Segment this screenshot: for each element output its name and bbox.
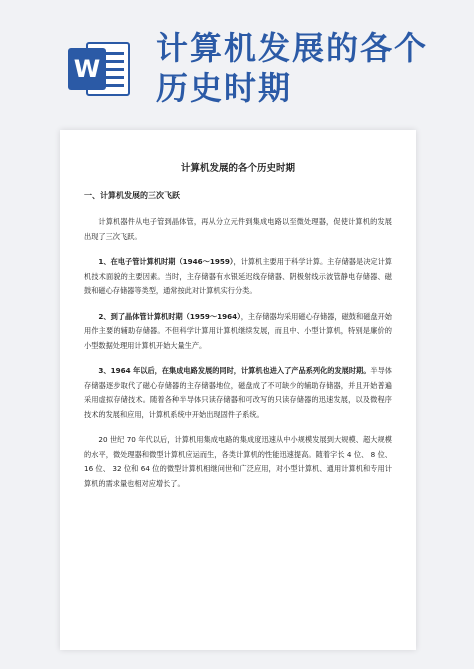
banner-title-line1: 计算机发展的各个 bbox=[156, 29, 429, 67]
banner-title bbox=[156, 28, 456, 108]
paragraph-text: 半导体存储器逐步取代了磁心存储器的主存储器地位，磁盘成了不可缺少的辅助存储器，并且开始普遍采用虚拟存储技术。随着各种半导体只读存储器和可改写的只读存储器的迅速发展，以及微程序技术的发展和应用，计算机系统中开始出现固件子系统。 bbox=[84, 366, 392, 419]
paragraph-lead: 1、在电子管计算机时期（1946～1959） bbox=[98, 257, 234, 266]
word-icon-letter: W bbox=[68, 48, 106, 90]
banner bbox=[0, 0, 474, 120]
paragraph bbox=[84, 215, 392, 244]
paragraph-text: ，计算机主要用于科学计算。主存储器是决定计算机技术面貌的主要因素。当时，主存储器有水银延迟线存储器、阴极射线示波管静电存储器、磁鼓和磁心存储器等类型，通常按此对计算机实行分类。 bbox=[84, 257, 392, 295]
document-page bbox=[60, 130, 416, 650]
paragraph bbox=[84, 364, 392, 422]
paragraph-lead: 3、1964 年以后，在集成电路发展的同时，计算机也进入了产品系列化的发展时期。 bbox=[98, 366, 371, 375]
section-heading: 一、计算机发展的三次飞跃 bbox=[84, 191, 180, 200]
paragraph bbox=[84, 433, 392, 491]
paragraph-lead: 2、到了晶体管计算机时期（1959～1964） bbox=[98, 311, 241, 321]
paragraph bbox=[84, 310, 392, 354]
word-document-icon bbox=[68, 38, 130, 100]
paragraph-text: 20 世纪 70 年代以后，计算机用集成电路的集成度迅速从中小规模发展到大规模、超大规模的水平，微处理器和微型计算机应运而生，各类计算机的性能迅速提高。随着字长 4 位、 8 位、 16 位、 32 位和 64 位的微型计算机相继问世和广泛应用，对小型计算机、通用计算机和专用计算机的需求量也相对应增长了。 bbox=[84, 435, 392, 488]
banner-title-line2: 历史时期 bbox=[156, 69, 293, 107]
paragraph bbox=[84, 255, 392, 299]
document-title: 计算机发展的各个历史时期 bbox=[180, 163, 295, 174]
paragraph-text: 计算机器件从电子管到晶体管，再从分立元件到集成电路以至微处理器，促使计算机的发展出现了三次飞跃。 bbox=[84, 217, 392, 241]
paragraph-text: ，主存储器均采用磁心存储器，磁鼓和磁盘开始用作主要的辅助存储器。不但科学计算用计算机继续发展，而且中、小型计算机，特别是廉价的小型数据处理用计算机开始大量生产。 bbox=[84, 311, 392, 350]
